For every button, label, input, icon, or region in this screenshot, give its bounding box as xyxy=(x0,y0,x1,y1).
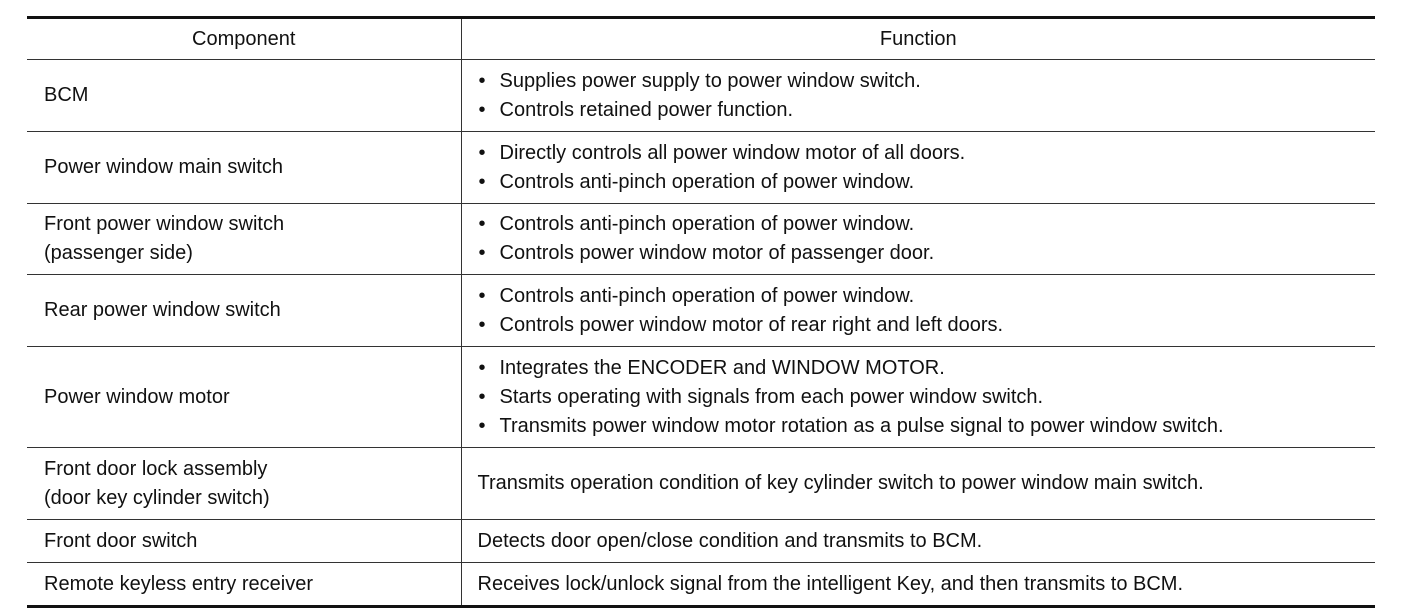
table-row xyxy=(27,204,1375,275)
function-text: Transmits operation condition of key cylinder switch to power window main switch. xyxy=(477,472,1204,494)
component-cell xyxy=(27,275,461,347)
function-cell xyxy=(461,563,1375,607)
component-label: (door key cylinder switch) xyxy=(44,486,270,509)
component-cell xyxy=(27,347,461,448)
function-bullet xyxy=(478,412,1376,441)
function-bullet-text: Controls power window motor of passenger door. xyxy=(499,242,935,264)
function-bullet-text: Controls retained power function. xyxy=(499,98,793,121)
bullet-dot: • xyxy=(478,385,486,408)
function-bullet-text: Starts operating with signals from each power window switch. xyxy=(499,385,1044,408)
component-label: Power window main switch xyxy=(44,156,283,178)
bullet-dot: • xyxy=(478,98,486,121)
function-bullet-text: Supplies power supply to power window switch. xyxy=(499,69,921,92)
function-bullet xyxy=(478,311,1376,340)
bullet-dot: • xyxy=(478,313,486,336)
function-bullet xyxy=(478,67,1376,96)
function-bullet xyxy=(478,383,1376,412)
function-bullet xyxy=(478,168,1376,197)
function-cell xyxy=(461,60,1375,132)
bullet-dot: • xyxy=(478,141,486,164)
header-row xyxy=(27,18,1375,60)
bullet-dot: • xyxy=(478,414,486,437)
bullet-dot: • xyxy=(478,170,486,193)
table-row xyxy=(27,275,1375,347)
bullet-dot: • xyxy=(478,356,486,379)
function-cell xyxy=(461,204,1375,275)
function-bullet-text: Transmits power window motor rotation as a pulse signal to power window switch. xyxy=(499,414,1224,437)
function-bullet-text: Controls anti-pinch operation of power window. xyxy=(499,284,915,307)
function-bullet xyxy=(478,96,1376,125)
function-bullet xyxy=(478,239,1376,268)
bullet-dot: • xyxy=(478,213,486,235)
function-cell xyxy=(461,448,1375,520)
table-header xyxy=(27,18,1375,60)
component-label: Rear power window switch xyxy=(44,299,281,321)
component-label: Power window motor xyxy=(44,385,230,408)
function-cell xyxy=(461,275,1375,347)
function-cell xyxy=(461,347,1375,448)
component-cell xyxy=(27,448,461,520)
bullet-dot: • xyxy=(478,69,486,92)
header-component: Component xyxy=(27,18,461,60)
table-row xyxy=(27,132,1375,204)
table-row xyxy=(27,448,1375,520)
function-bullet-text: Integrates the ENCODER and WINDOW MOTOR. xyxy=(499,356,945,379)
table-row xyxy=(27,563,1375,607)
table-row xyxy=(27,520,1375,563)
function-bullet-text: Directly controls all power window motor of all doors. xyxy=(499,141,966,164)
function-bullet xyxy=(478,210,1376,239)
function-bullet xyxy=(478,354,1376,383)
component-cell xyxy=(27,563,461,607)
component-function-table xyxy=(27,16,1375,608)
function-bullet-text: Controls power window motor of rear right and left doors. xyxy=(499,313,1004,336)
function-bullet-text: Controls anti-pinch operation of power window. xyxy=(499,170,915,193)
bullet-dot: • xyxy=(478,242,486,264)
component-cell xyxy=(27,132,461,204)
component-cell xyxy=(27,204,461,275)
component-label: Front door switch xyxy=(44,529,198,552)
header-function: Function xyxy=(461,18,1375,60)
function-bullet xyxy=(478,139,1376,168)
table-row xyxy=(27,347,1375,448)
function-cell xyxy=(461,132,1375,204)
component-cell xyxy=(27,60,461,132)
component-label: Remote keyless entry receiver xyxy=(44,572,313,595)
table-row xyxy=(27,60,1375,132)
function-bullet-text: Controls anti-pinch operation of power window. xyxy=(499,213,915,235)
component-label: Front power window switch xyxy=(44,213,285,235)
component-cell xyxy=(27,520,461,563)
table-body xyxy=(27,60,1375,607)
function-text: Detects door open/close condition and transmits to BCM. xyxy=(477,529,983,552)
bullet-dot: • xyxy=(478,284,486,307)
function-bullet xyxy=(478,282,1376,311)
component-label: (passenger side) xyxy=(44,242,193,264)
component-label: BCM xyxy=(44,84,89,106)
component-label: Front door lock assembly xyxy=(44,457,268,480)
function-text: Receives lock/unlock signal from the intelligent Key, and then transmits to BCM. xyxy=(477,572,1184,595)
function-cell xyxy=(461,520,1375,563)
